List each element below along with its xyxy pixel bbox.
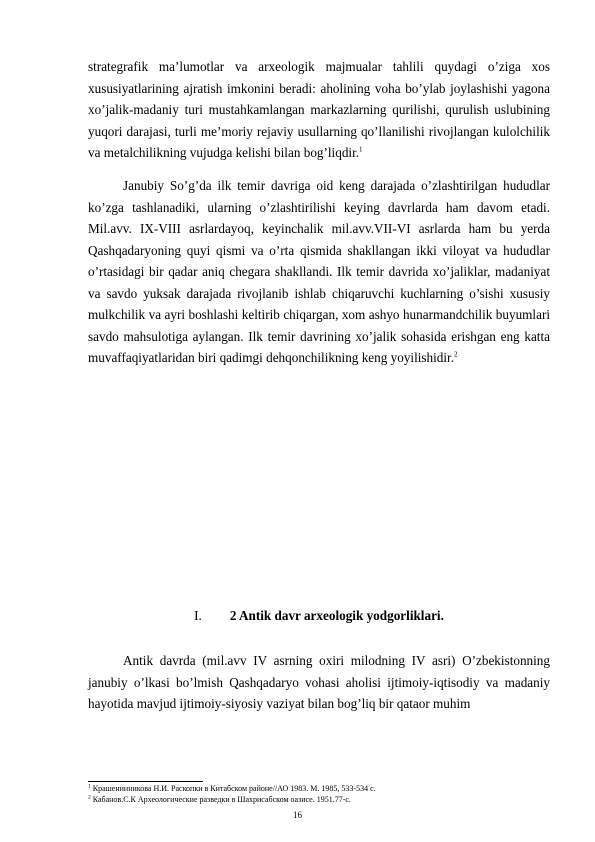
paragraph-2-text: Janubiy So’g’da ilk temir davriga oid keng darajada o’zlashtirilgan hududlar ko’zga tashlanadiki, ularning o’zlashtirilishi keying davrlarda ham davom etadi. Mil.avv. IX-VIII asrlardayoq, keyinchalik mil.avv.VII-VI asrlarda ham bu yerda Qashqadaryoning quyi qismi va o’rta qismida shakllangan ikki viloyat va hududlar o’rtasidagi bir qadar aniq chegara shakllandi. Ilk temir davrida xo’jaliklar, madaniyat va savdo yuksak darajada rivojlanib ishlab chiqaruvchi kuchlarning o’sishi xususiy mulkchilik va ayri boshlashi keltirib chiqargan, xom ashyo hunarmandchilik buyumlari savdo mahsulotiga aylangan. Ilk temir davrining xo’jalik sohasida erishgan eng katta muvaffaqiyatlaridan biri qadimgi dehqonchilikning keng yoyilishidir.: [88, 178, 550, 365]
section-title: 2 Antik davr arxeologik yodgorliklari.: [229, 608, 444, 623]
footnote-2-mark: 2: [88, 794, 91, 801]
paragraph-3-text: Antik davrda (mil.avv IV asrning oxiri milodning IV asri) O’zbekistonning janubiy o’lkasi bo’lmish Qashqadaryo vohasi aholisi ijtimoiy-iqtisodiy va madaniy hayotida mavjud ijtimoiy-siyosiy vaziyat bilan bog’liq bir qataor muhim: [88, 653, 550, 711]
paragraph-2: [88, 175, 550, 369]
footnote-1-text: Крашенинникова Н.И. Раскопки в Китабском районе//АО 1983. М. 1985, 533-534 с.: [92, 784, 376, 793]
footnote-ref-1[interactable]: 1: [359, 145, 363, 154]
footnote-2: [88, 795, 550, 805]
paragraph-1: [88, 56, 550, 164]
paragraph-1-text: strategrafik ma’lumotlar va arxeologik majmualar tahlili quydagi o’ziga xos xususiyatlarining ajratish imkonini beradi: aholining voha bo’ylab joylashishi yagona xo’jalik-madaniy turi mustahkamlangan markazlarning qurilishi, qurulish uslubining yuqori darajasi, turli me’moriy rejaviy usullarning qo’llanilishi rivojlangan kulolchilik va metalchilikning vujudga kelishi bilan bog’liqdir.: [88, 59, 550, 160]
page-number: 16: [293, 810, 302, 820]
footnote-2-text: Кабанов.С.К Археологические разведки в Шахрисабском оазисе. 1951.77-с.: [92, 795, 351, 804]
footnote-ref-2[interactable]: 2: [454, 350, 458, 359]
section-heading: [88, 608, 550, 624]
footnote-1: [88, 784, 550, 794]
footnote-1-mark: 1: [88, 783, 91, 790]
paragraph-3: [88, 650, 550, 715]
section-number: I.: [194, 608, 202, 623]
footnote-separator: [88, 781, 203, 782]
